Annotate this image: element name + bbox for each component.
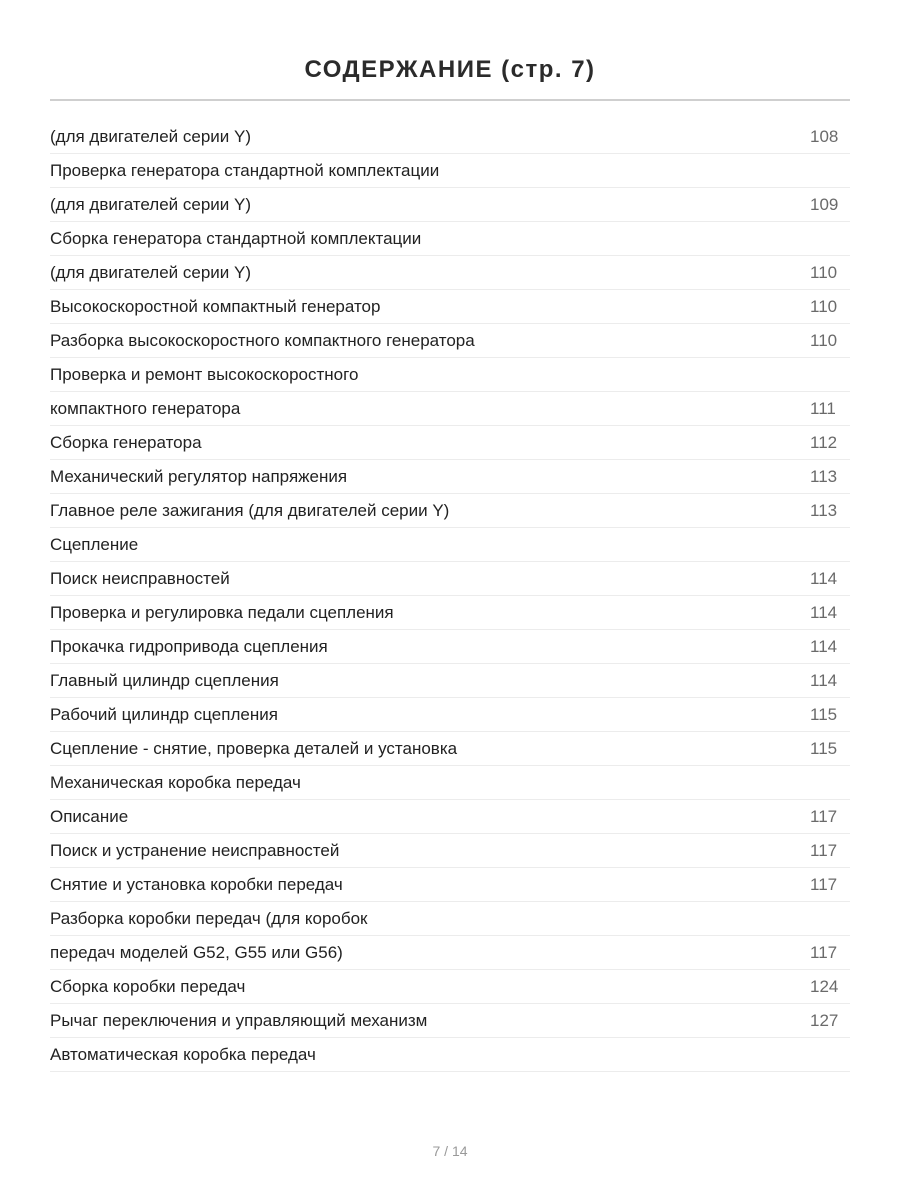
toc-entry-page: 110 bbox=[810, 330, 838, 350]
title-divider bbox=[50, 99, 850, 101]
toc-entry[interactable] bbox=[50, 188, 850, 222]
toc-entry[interactable] bbox=[50, 426, 850, 460]
toc-entry[interactable] bbox=[50, 630, 850, 664]
toc-entry[interactable] bbox=[50, 698, 850, 732]
toc-entry-label: Высокоскоростной компактный генератор bbox=[50, 296, 381, 316]
toc-entry-label: Механический регулятор напряжения bbox=[50, 466, 348, 486]
toc-entry[interactable] bbox=[50, 766, 850, 800]
toc-entry-page: 124 bbox=[810, 976, 839, 996]
toc-entry[interactable] bbox=[50, 392, 850, 426]
toc-entry-label: Сцепление - снятие, проверка деталей и установка bbox=[50, 738, 458, 758]
toc-entry-page: 117 bbox=[810, 874, 838, 894]
toc-entry-page: 115 bbox=[810, 738, 838, 758]
toc-entry[interactable] bbox=[50, 324, 850, 358]
toc-entry-label: Главный цилиндр сцепления bbox=[50, 670, 279, 690]
toc-entry-page: 112 bbox=[810, 432, 838, 452]
toc-entry-page: 110 bbox=[810, 296, 838, 316]
toc-entry[interactable] bbox=[50, 834, 850, 868]
toc-entry-label: Снятие и установка коробки передач bbox=[50, 874, 343, 894]
toc-entry[interactable] bbox=[50, 1004, 850, 1038]
toc-entry-label: Механическая коробка передач bbox=[50, 772, 301, 792]
toc-entry-page: 108 bbox=[810, 126, 839, 146]
toc-entry-label: Рабочий цилиндр сцепления bbox=[50, 704, 278, 724]
toc-entry-label: Описание bbox=[50, 806, 129, 826]
toc-entry-label: компактного генератора bbox=[50, 398, 241, 418]
toc-entry[interactable] bbox=[50, 528, 850, 562]
toc-entry[interactable] bbox=[50, 222, 850, 256]
toc-entry-page: 110 bbox=[810, 262, 838, 282]
toc-entry-label: Разборка высокоскоростного компактного генератора bbox=[50, 330, 475, 350]
toc-entry-label: Главное реле зажигания (для двигателей серии Y) bbox=[50, 500, 450, 520]
toc-entry-label: Проверка и ремонт высокоскоростного bbox=[50, 364, 359, 384]
toc-entry-label: передач моделей G52, G55 или G56) bbox=[50, 942, 343, 962]
toc-entry[interactable] bbox=[50, 800, 850, 834]
toc-entry-page: 109 bbox=[810, 194, 839, 214]
toc-entry-label: Сцепление bbox=[50, 534, 139, 554]
toc-entry[interactable] bbox=[50, 732, 850, 766]
toc-entry-page: 117 bbox=[810, 806, 838, 826]
toc-entry-page: 113 bbox=[810, 500, 838, 520]
toc-entry[interactable] bbox=[50, 256, 850, 290]
table-of-contents bbox=[50, 120, 850, 1072]
toc-entry-label: Рычаг переключения и управляющий механизм bbox=[50, 1010, 428, 1030]
toc-entry-page: 114 bbox=[810, 602, 838, 622]
toc-entry-label: Проверка генератора стандартной комплектации bbox=[50, 160, 440, 180]
toc-entry[interactable] bbox=[50, 358, 850, 392]
toc-entry-label: (для двигателей серии Y) bbox=[50, 126, 251, 146]
toc-entry-page: 114 bbox=[810, 568, 838, 588]
toc-entry[interactable] bbox=[50, 120, 850, 154]
toc-entry[interactable] bbox=[50, 494, 850, 528]
toc-entry[interactable] bbox=[50, 1038, 850, 1072]
toc-entry[interactable] bbox=[50, 596, 850, 630]
toc-entry-label: (для двигателей серии Y) bbox=[50, 262, 251, 282]
toc-entry-page: 127 bbox=[810, 1010, 839, 1030]
toc-entry-label: Поиск и устранение неисправностей bbox=[50, 840, 340, 860]
toc-entry[interactable] bbox=[50, 936, 850, 970]
toc-entry[interactable] bbox=[50, 290, 850, 324]
toc-entry-label: Проверка и регулировка педали сцепления bbox=[50, 602, 394, 622]
toc-entry[interactable] bbox=[50, 868, 850, 902]
toc-entry-label: Сборка генератора стандартной комплектации bbox=[50, 228, 422, 248]
toc-entry[interactable] bbox=[50, 970, 850, 1004]
toc-entry-page: 117 bbox=[810, 942, 838, 962]
toc-entry-label: Сборка генератора bbox=[50, 432, 202, 452]
page-indicator: 7 / 14 bbox=[432, 1143, 468, 1159]
toc-entry-page: 117 bbox=[810, 840, 838, 860]
toc-entry-label: Прокачка гидропривода сцепления bbox=[50, 636, 328, 656]
page-title: СОДЕРЖАНИЕ (стр. 7) bbox=[304, 56, 596, 84]
toc-entry-page: 111 bbox=[810, 398, 836, 418]
toc-entry-label: (для двигателей серии Y) bbox=[50, 194, 251, 214]
toc-entry[interactable] bbox=[50, 154, 850, 188]
toc-entry-label: Автоматическая коробка передач bbox=[50, 1044, 316, 1064]
toc-entry-page: 114 bbox=[810, 636, 838, 656]
toc-entry-label: Сборка коробки передач bbox=[50, 976, 246, 996]
toc-entry[interactable] bbox=[50, 664, 850, 698]
toc-entry[interactable] bbox=[50, 562, 850, 596]
toc-entry-page: 115 bbox=[810, 704, 838, 724]
toc-entry-label: Поиск неисправностей bbox=[50, 568, 230, 588]
toc-entry[interactable] bbox=[50, 460, 850, 494]
toc-entry-page: 113 bbox=[810, 466, 838, 486]
toc-entry[interactable] bbox=[50, 902, 850, 936]
toc-entry-page: 114 bbox=[810, 670, 838, 690]
toc-entry-label: Разборка коробки передач (для коробок bbox=[50, 908, 368, 928]
